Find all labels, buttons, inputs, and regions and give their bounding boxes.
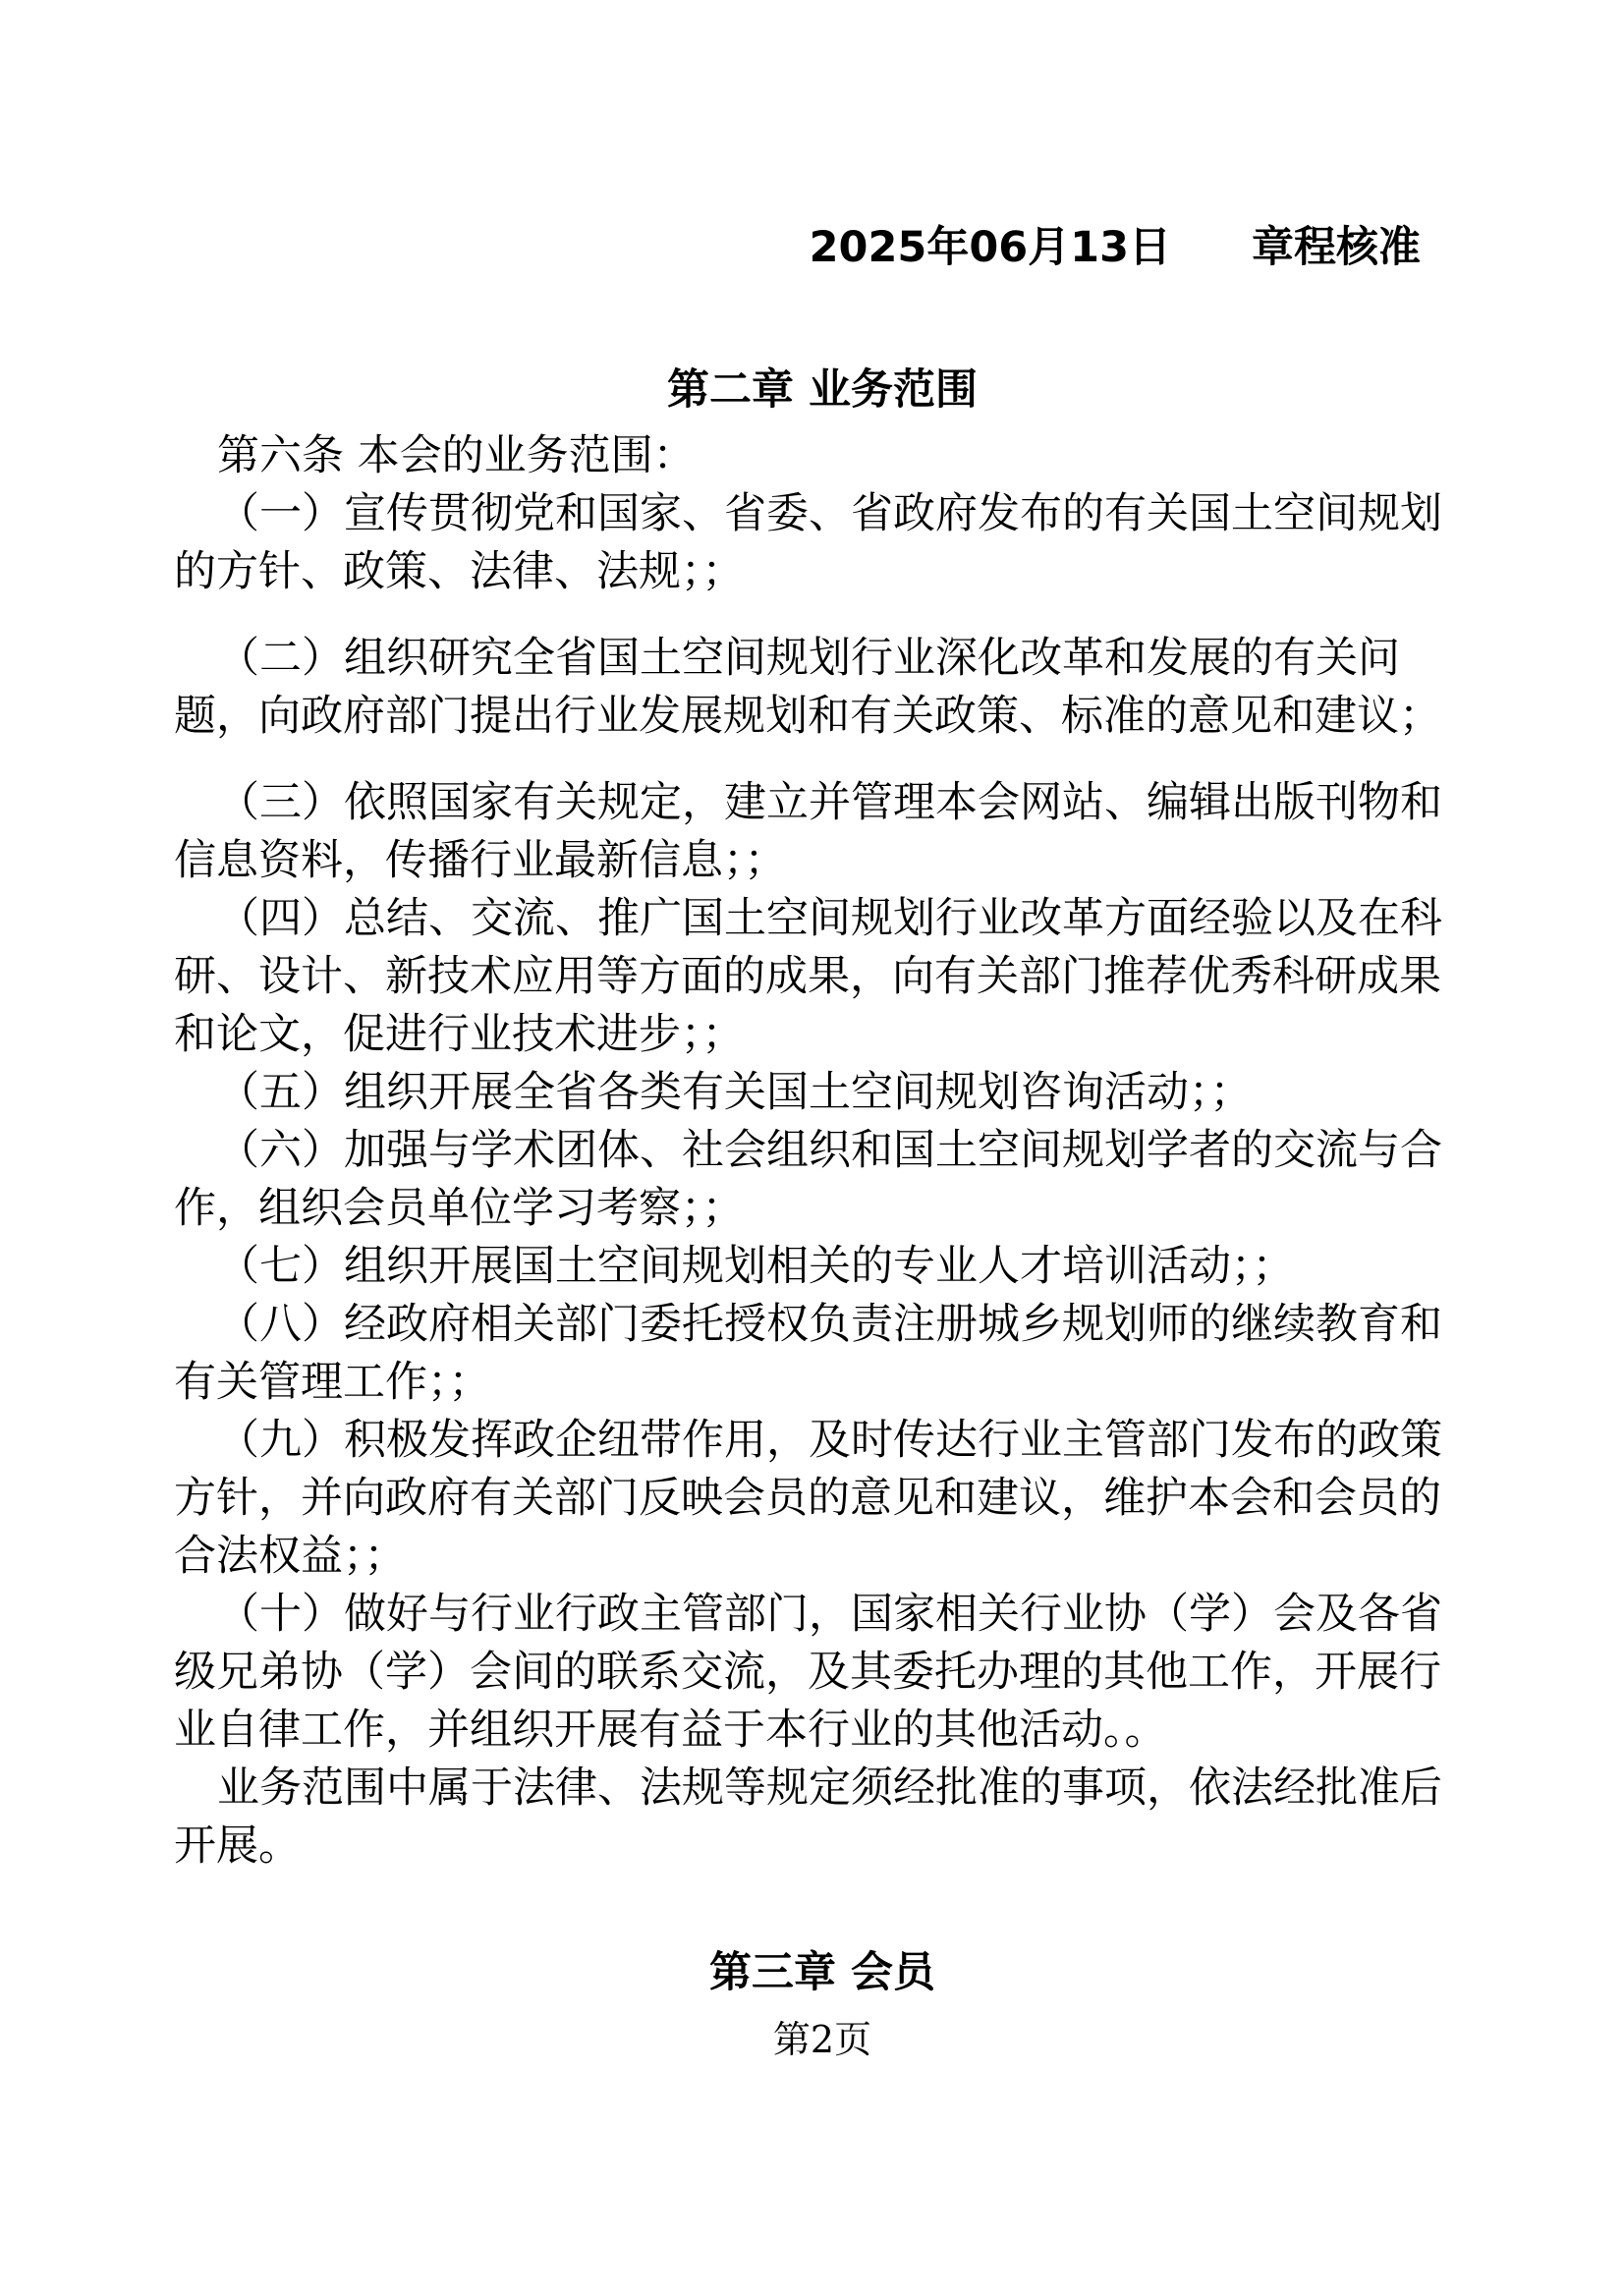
body-line: 方针，并向政府有关部门反映会员的意见和建议，维护本会和会员的 xyxy=(174,1474,1441,1523)
body-line: 开展。 xyxy=(174,1821,301,1871)
body-line: 和论文，促进行业技术进步；； xyxy=(174,1010,745,1059)
body-line: 业务范围中属于法律、法规等规定须经批准的事项，依法经批准后 xyxy=(217,1763,1442,1813)
approval-status: 章程核准 xyxy=(1252,223,1421,272)
approval-header xyxy=(810,218,1421,277)
body-line: （四）总结、交流、推广国土空间规划行业改革方面经验以及在科 xyxy=(217,894,1442,943)
body-line: （六）加强与学术团体、社会组织和国土空间规划学者的交流与合 xyxy=(217,1126,1442,1175)
body-line: 题，向政府部门提出行业发展规划和有关政策、标准的意见和建议； xyxy=(174,692,1441,741)
body-line: （一）宣传贯彻党和国家、省委、省政府发布的有关国土空间规划 xyxy=(217,489,1442,538)
approval-date: 2025年06月13日 xyxy=(809,223,1171,272)
body-line: 业自律工作，并组织开展有益于本行业的其他活动。。 xyxy=(174,1706,1167,1755)
body-line: 研、设计、新技术应用等方面的成果，向有关部门推荐优秀科研成果 xyxy=(174,952,1441,1001)
body-line: （二）组织研究全省国土空间规划行业深化改革和发展的有关问 xyxy=(217,634,1400,683)
page-number: 第2页 xyxy=(772,2018,872,2061)
body-line: （八）经政府相关部门委托授权负责注册城乡规划师的继续教育和 xyxy=(217,1300,1442,1349)
body-line: 信息资料，传播行业最新信息；； xyxy=(174,836,787,885)
body-line: 合法权益；； xyxy=(174,1532,407,1581)
body-line: （五）组织开展全省各类有关国土空间规划咨询活动；； xyxy=(217,1068,1253,1117)
body-line: （七）组织开展国土空间规划相关的专业人才培训活动；； xyxy=(217,1242,1295,1291)
chapter-title: 第二章 业务范围 xyxy=(667,365,978,415)
body-line: （三）依照国家有关规定，建立并管理本会网站、编辑出版刊物和 xyxy=(217,778,1442,827)
body-line: 级兄弟协（学）会间的联系交流，及其委托办理的其他工作，开展行 xyxy=(174,1648,1441,1697)
body-line: （九）积极发挥政企纽带作用，及时传达行业主管部门发布的政策 xyxy=(217,1416,1442,1465)
body-line: （十）做好与行业行政主管部门，国家相关行业协（学）会及各省 xyxy=(217,1590,1442,1639)
body-line: 的方针、政策、法律、法规；； xyxy=(174,547,745,596)
article-heading: 第六条 本会的业务范围： xyxy=(217,431,696,480)
body-line: 有关管理工作；； xyxy=(174,1358,491,1407)
chapter-title: 第三章 会员 xyxy=(709,1948,935,1997)
body-line: 作，组织会员单位学习考察；； xyxy=(174,1184,745,1233)
business-scope-text xyxy=(174,427,1481,1875)
